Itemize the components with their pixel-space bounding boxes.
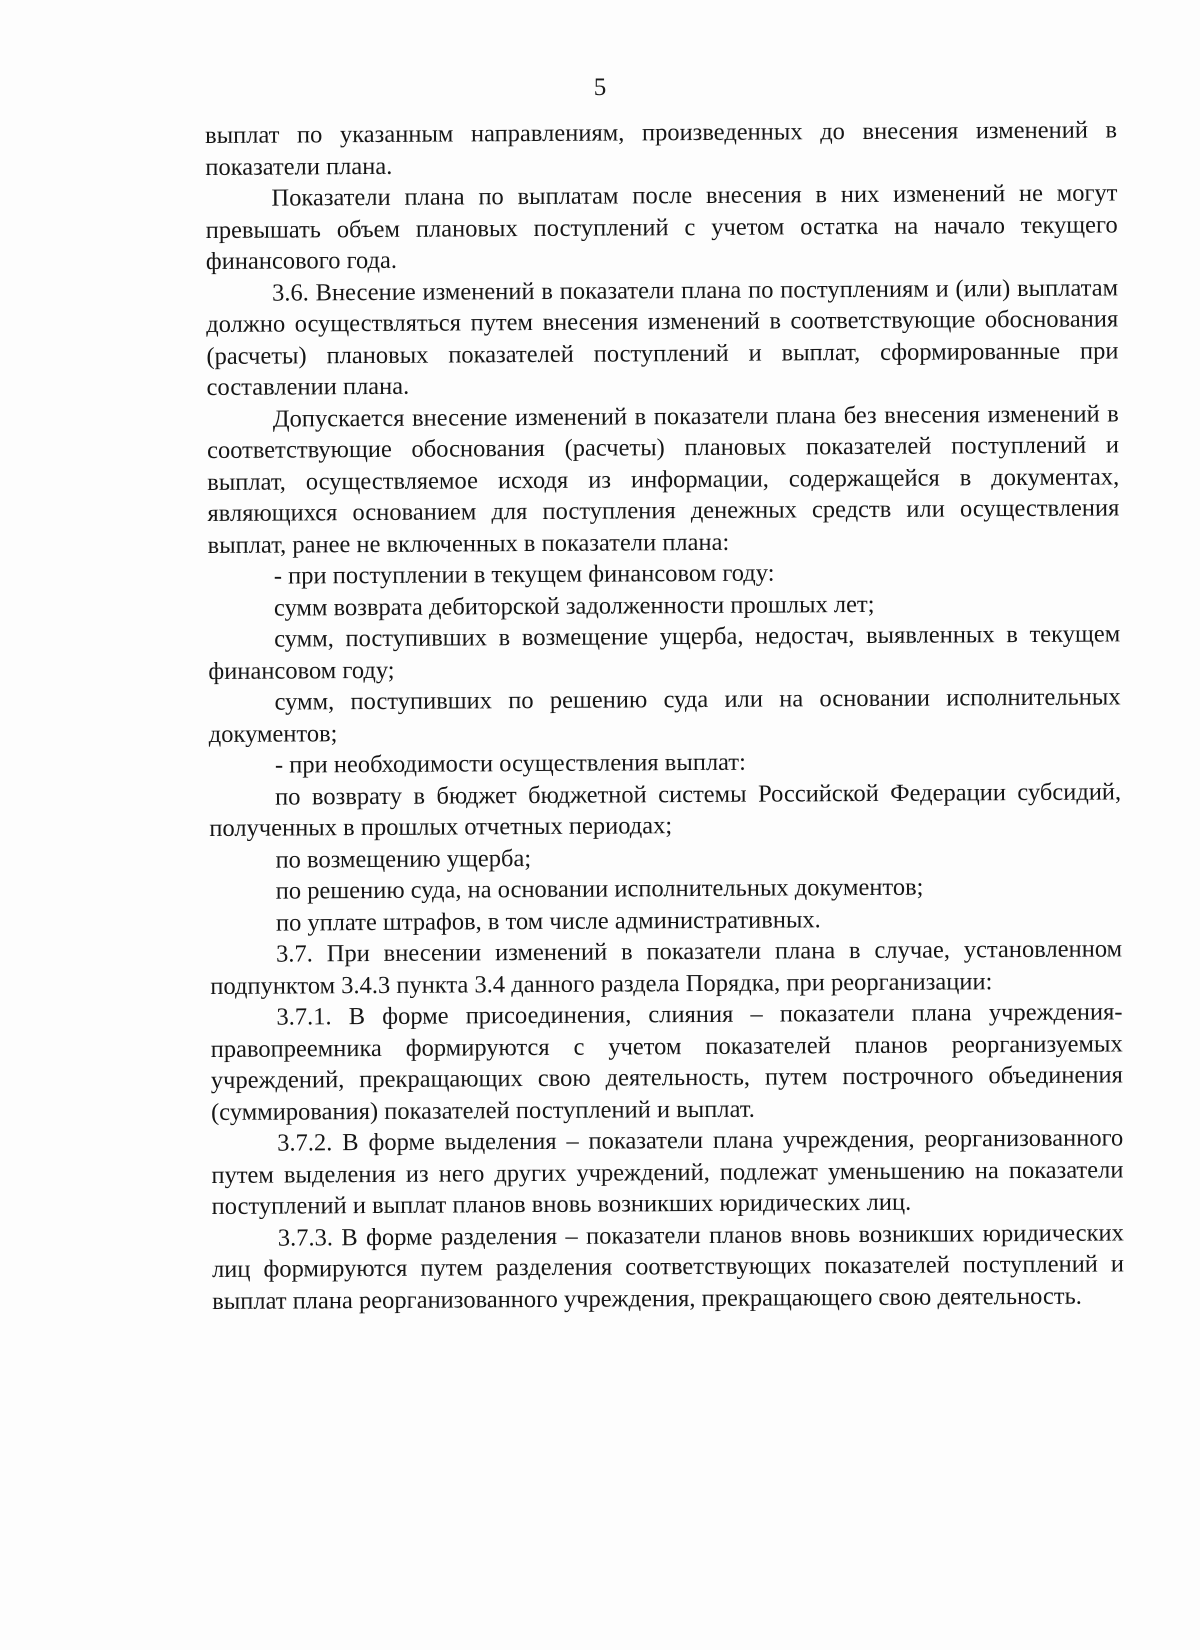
paragraph-3-7-1: 3.7.1. В форме присоединения, слияния – показатели плана учреждения-правопреемника формируются с учетом показателей планов реорганизуемых учреждений, прекращающих свою деятельность, путем построчного объединения (суммирования) показателей поступлений и выплат. bbox=[210, 998, 1123, 1126]
document-body bbox=[205, 114, 1124, 1317]
list-item-payments-heading: - при необходимости осуществления выплат: bbox=[274, 748, 746, 779]
list-item-court-payment: по решению суда, на основании исполнительных документов; bbox=[275, 873, 924, 905]
list-item-receipts-heading: - при поступлении в текущем финансовом году: bbox=[273, 559, 775, 590]
page-number: 5 bbox=[593, 74, 607, 101]
list-item-damage-payment: по возмещению ущерба; bbox=[275, 844, 532, 874]
list-item-fines: по уплате штрафов, в том числе административных. bbox=[275, 905, 821, 937]
paragraph-3-7: 3.7. При внесении изменений в показатели плана в случае, установленном подпунктом 3.4.3 пункта 3.4 данного раздела Порядка, при реорганизации: bbox=[210, 935, 1123, 1000]
paragraph-allowed-changes: Допускается внесение изменений в показатели плана без внесения изменений в соответствующие обоснования (расчеты) плановых показателей поступлений и выплат, осуществляемое исходя из информации, содержащейся в документах, являющихся основанием для поступления денежных средств или осуществления выплат, ранее не включенных в показатели плана: bbox=[206, 399, 1120, 559]
list-item-subsidy-return: по возврату в бюджет бюджетной системы Российской Федерации субсидий, полученных в прошлых отчетных периодах; bbox=[209, 777, 1122, 842]
paragraph-continuation: выплат по указанным направлениям, произведенных до внесения изменений в показатели плана. bbox=[205, 116, 1118, 181]
paragraph-3-7-3: 3.7.3. В форме разделения – показатели планов вновь возникших юридических лиц формируются путем разделения соответствующих показателей поступлений и выплат плана реорганизованного учреждения, прекращающего свою деятельность. bbox=[211, 1218, 1125, 1315]
list-item-court-decision: сумм, поступивших по решению суда или на основании исполнительных документов; bbox=[208, 683, 1121, 748]
list-item-damage-compensation: сумм, поступивших в возмещение ущерба, недостач, выявленных в текущем финансовом году; bbox=[208, 620, 1121, 685]
paragraph-plan-limits: Показатели плана по выплатам после внесения в них изменений не могут превышать объем плановых поступлений с учетом остатка на начало текущего финансового года. bbox=[205, 179, 1118, 275]
paragraph-3-6: 3.6. Внесение изменений в показатели плана по поступлениям и (или) выплатам должно осуществляться путем внесения изменений в соответствующие обоснования (расчеты) плановых показателей поступлений и выплат, сформированные при составлении плана. bbox=[206, 273, 1119, 401]
list-item-receivables-return: сумм возврата дебиторской задолженности прошлых лет; bbox=[273, 590, 875, 622]
paragraph-3-7-2: 3.7.2. В форме выделения – показатели плана учреждения, реорганизованного путем выделения из него других учреждений, подлежат уменьшению на показатели поступлений и выплат планов вновь возникших юридических лиц. bbox=[211, 1124, 1124, 1220]
